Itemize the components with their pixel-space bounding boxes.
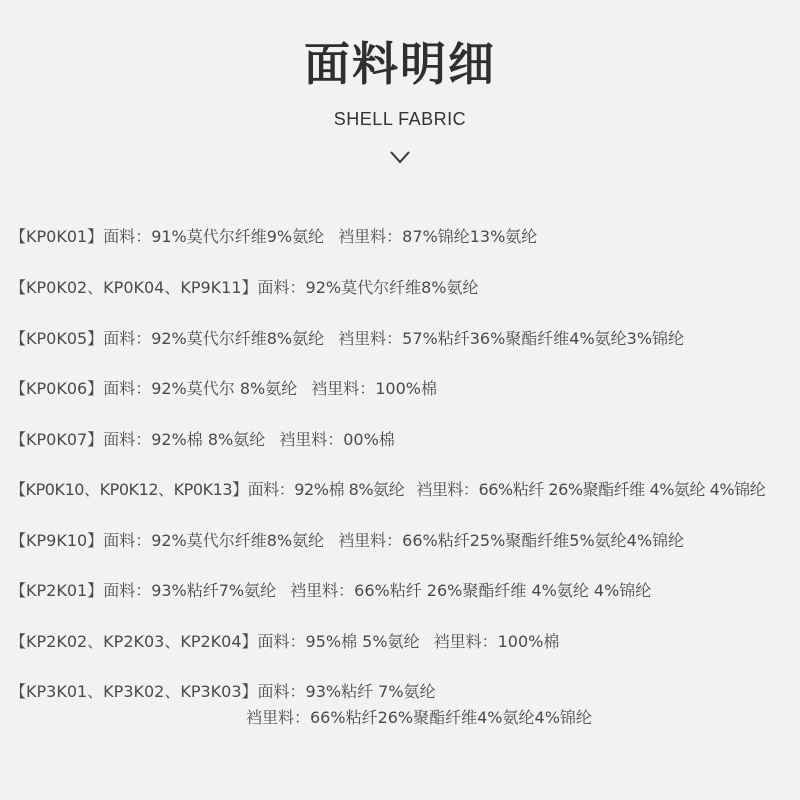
product-code: 【KP0K06】 [10,379,104,398]
lining-composition: 裆里料：66%粘纤26%聚酯纤维4%氨纶4%锦纶 [246,708,592,727]
fabric-composition: 面料：93%粘纤7%氨纶 [103,581,277,600]
page-title: 面料明细 [304,37,496,91]
list-item [10,681,436,703]
fabric-composition: 面料：95%棉 5%氨纶 [257,632,420,651]
lining-composition: 裆里料：100%棉 [311,379,437,398]
list-item [10,631,559,653]
lining-composition: 裆里料：87%锦纶13%氨纶 [338,227,538,246]
lining-composition: 裆里料：00%棉 [279,430,395,449]
list-item [10,226,537,248]
fabric-composition: 面料：92%棉 8%氨纶 [247,480,405,499]
page-header [0,34,800,130]
product-code: 【KP2K02、KP2K03、KP2K04】 [10,632,258,651]
list-item [10,580,651,602]
chevron-down-icon [389,150,411,164]
lining-composition: 裆里料：57%粘纤36%聚酯纤维4%氨纶3%锦纶 [338,329,685,348]
fabric-composition: 面料：92%莫代尔纤维8%氨纶 [103,329,325,348]
page-subtitle: SHELL FABRIC [333,109,467,129]
product-code: 【KP9K10】 [10,531,104,550]
fabric-composition: 面料：92%莫代尔纤维8%氨纶 [257,278,479,297]
product-code: 【KP0K07】 [10,430,104,449]
list-item [10,429,395,451]
lining-composition: 裆里料：66%粘纤25%聚酯纤维5%氨纶4%锦纶 [338,531,685,550]
fabric-composition: 面料：92%莫代尔纤维8%氨纶 [103,531,325,550]
lining-composition: 裆里料：66%粘纤 26%聚酯纤维 4%氨纶 4%锦纶 [416,480,766,499]
product-code: 【KP3K01、KP3K02、KP3K03】 [10,682,258,701]
product-code: 【KP0K02、KP0K04、KP9K11】 [10,278,258,297]
product-code: 【KP0K10、KP0K12、KP0K13】 [10,480,248,499]
fabric-composition: 面料：93%粘纤 7%氨纶 [257,682,436,701]
list-item [10,479,765,501]
list-item [10,277,478,299]
product-code: 【KP0K05】 [10,329,104,348]
list-item [10,378,437,400]
product-code: 【KP2K01】 [10,581,104,600]
fabric-composition: 面料：92%棉 8%氨纶 [103,430,266,449]
fabric-composition: 面料：92%莫代尔 8%氨纶 [103,379,298,398]
fabric-composition: 面料：91%莫代尔纤维9%氨纶 [103,227,325,246]
lining-composition: 裆里料：100%棉 [433,632,560,651]
list-item [10,530,684,552]
list-item [10,328,684,350]
product-code: 【KP0K01】 [10,227,104,246]
lining-composition: 裆里料：66%粘纤 26%聚酯纤维 4%氨纶 4%锦纶 [290,581,652,600]
